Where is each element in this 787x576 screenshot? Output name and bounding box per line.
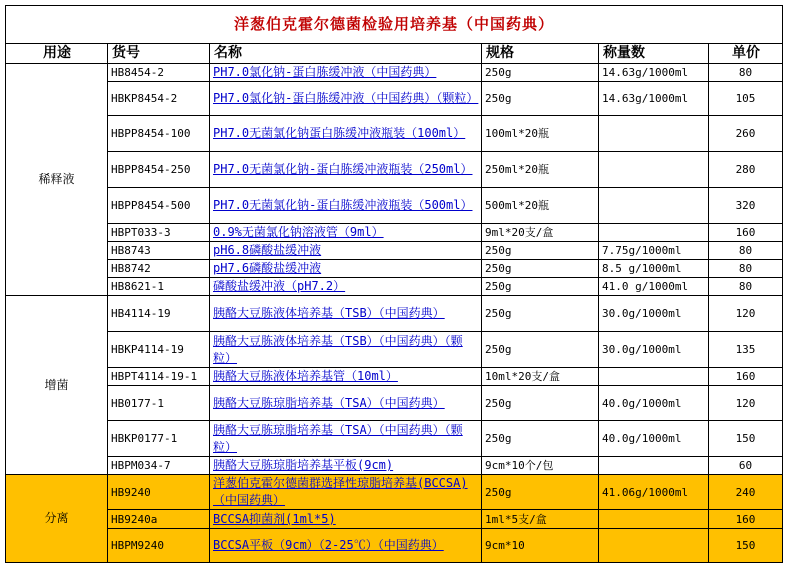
table-row [6,242,783,260]
product-price: 240 [709,475,783,510]
product-price: 80 [709,64,783,82]
product-code: HB8621-1 [108,278,210,296]
product-spec: 250g [482,421,599,457]
table-row [6,386,783,421]
table-row [6,332,783,368]
table-row [6,421,783,457]
product-weigh [599,510,709,529]
product-name-link[interactable]: pH7.6磷酸盐缓冲液 [210,260,482,278]
product-price: 80 [709,242,783,260]
product-price: 160 [709,224,783,242]
product-weigh: 30.0g/1000ml [599,296,709,332]
product-weigh [599,116,709,152]
table-row [6,64,783,82]
product-price: 150 [709,421,783,457]
product-code: HBPT033-3 [108,224,210,242]
product-price: 120 [709,386,783,421]
table-row [6,457,783,475]
product-spec: 250g [482,64,599,82]
header-name: 名称 [210,44,482,64]
usage-cell: 分离 [6,475,108,563]
product-name-link[interactable]: 胰酪大豆胨琼脂培养基（TSA）（中国药典）（颗粒） [210,421,482,457]
table-row [6,475,783,510]
product-weigh: 41.0 g/1000ml [599,278,709,296]
product-weigh: 40.0g/1000ml [599,386,709,421]
table-row [6,296,783,332]
table-row [6,152,783,188]
product-code: HB8743 [108,242,210,260]
product-weigh: 14.63g/1000ml [599,64,709,82]
product-code: HB8742 [108,260,210,278]
product-weigh [599,152,709,188]
product-price: 260 [709,116,783,152]
product-name-link[interactable]: PH7.0无菌氯化钠蛋白胨缓冲液瓶装（100ml） [210,116,482,152]
product-name-link[interactable]: 胰酪大豆胨液体培养基（TSB）（中国药典） [210,296,482,332]
product-code: HBPT4114-19-1 [108,368,210,386]
header-code: 货号 [108,44,210,64]
product-code: HB0177-1 [108,386,210,421]
product-code: HBPM9240 [108,529,210,563]
product-weigh: 30.0g/1000ml [599,332,709,368]
product-spec: 100ml*20瓶 [482,116,599,152]
product-name-link[interactable]: BCCSA平板（9cm）（2-25℃）（中国药典） [210,529,482,563]
product-spec: 250g [482,82,599,116]
product-code: HB4114-19 [108,296,210,332]
sheet-title: 洋葱伯克霍尔德菌检验用培养基（中国药典） [6,6,783,44]
title-row [6,6,783,44]
product-spec: 1ml*5支/盒 [482,510,599,529]
product-spec: 9cm*10个/包 [482,457,599,475]
product-spec: 250g [482,278,599,296]
product-code: HBPP8454-500 [108,188,210,224]
table-row [6,368,783,386]
product-code: HB8454-2 [108,64,210,82]
product-weigh [599,188,709,224]
table-row [6,260,783,278]
product-price: 120 [709,296,783,332]
table-row [6,224,783,242]
product-price: 320 [709,188,783,224]
product-spec: 500ml*20瓶 [482,188,599,224]
table-row [6,116,783,152]
product-spec: 250ml*20瓶 [482,152,599,188]
header-usage: 用途 [6,44,108,64]
product-name-link[interactable]: 胰酪大豆胨琼脂培养基平板(9cm) [210,457,482,475]
product-name-link[interactable]: PH7.0氯化钠-蛋白胨缓冲液（中国药典）（颗粒） [210,82,482,116]
usage-cell: 稀释液 [6,64,108,296]
product-name-link[interactable]: PH7.0无菌氯化钠-蛋白胨缓冲液瓶装（500ml） [210,188,482,224]
product-price: 280 [709,152,783,188]
product-weigh [599,457,709,475]
product-price: 150 [709,529,783,563]
product-code: HBKP0177-1 [108,421,210,457]
product-name-link[interactable]: pH6.8磷酸盐缓冲液 [210,242,482,260]
product-name-link[interactable]: 洋葱伯克霍尔德菌群选择性琼脂培养基(BCCSA)（中国药典） [210,475,482,510]
product-spec: 250g [482,332,599,368]
product-price: 60 [709,457,783,475]
product-code: HBPM034-7 [108,457,210,475]
table-row [6,188,783,224]
product-spec: 250g [482,260,599,278]
table-row [6,278,783,296]
product-code: HB9240a [108,510,210,529]
product-spec: 10ml*20支/盒 [482,368,599,386]
product-name-link[interactable]: PH7.0氯化钠-蛋白胨缓冲液（中国药典） [210,64,482,82]
product-weigh: 8.5 g/1000ml [599,260,709,278]
product-code: HB9240 [108,475,210,510]
product-name-link[interactable]: 胰酪大豆胨琼脂培养基（TSA）（中国药典） [210,386,482,421]
product-name-link[interactable]: 胰酪大豆胨液体培养基管（10ml） [210,368,482,386]
product-price: 80 [709,278,783,296]
product-spec: 250g [482,475,599,510]
product-name-link[interactable]: PH7.0无菌氯化钠-蛋白胨缓冲液瓶装（250ml） [210,152,482,188]
product-weigh: 7.75g/1000ml [599,242,709,260]
product-name-link[interactable]: 胰酪大豆胨液体培养基（TSB）（中国药典）（颗粒） [210,332,482,368]
product-table [5,5,783,563]
product-weigh [599,529,709,563]
usage-cell: 增菌 [6,296,108,475]
header-weigh: 称量数 [599,44,709,64]
product-code: HBKP4114-19 [108,332,210,368]
product-code: HBPP8454-100 [108,116,210,152]
table-row [6,510,783,529]
product-name-link[interactable]: 磷酸盐缓冲液（pH7.2） [210,278,482,296]
product-spec: 250g [482,296,599,332]
product-weigh: 14.63g/1000ml [599,82,709,116]
header-price: 单价 [709,44,783,64]
product-weigh: 40.0g/1000ml [599,421,709,457]
product-spec: 250g [482,242,599,260]
product-spec: 9ml*20支/盒 [482,224,599,242]
product-weigh [599,224,709,242]
product-name-link[interactable]: BCCSA抑菌剂(1ml*5) [210,510,482,529]
product-code: HBKP8454-2 [108,82,210,116]
product-code: HBPP8454-250 [108,152,210,188]
product-name-link[interactable]: 0.9%无菌氯化钠溶液管（9ml） [210,224,482,242]
product-price: 160 [709,368,783,386]
product-weigh [599,368,709,386]
product-spec: 9cm*10 [482,529,599,563]
product-price: 80 [709,260,783,278]
table-row [6,82,783,116]
header-row [6,44,783,64]
product-price: 160 [709,510,783,529]
product-spec: 250g [482,386,599,421]
table-row [6,529,783,563]
header-spec: 规格 [482,44,599,64]
product-price: 135 [709,332,783,368]
product-price: 105 [709,82,783,116]
product-weigh: 41.06g/1000ml [599,475,709,510]
